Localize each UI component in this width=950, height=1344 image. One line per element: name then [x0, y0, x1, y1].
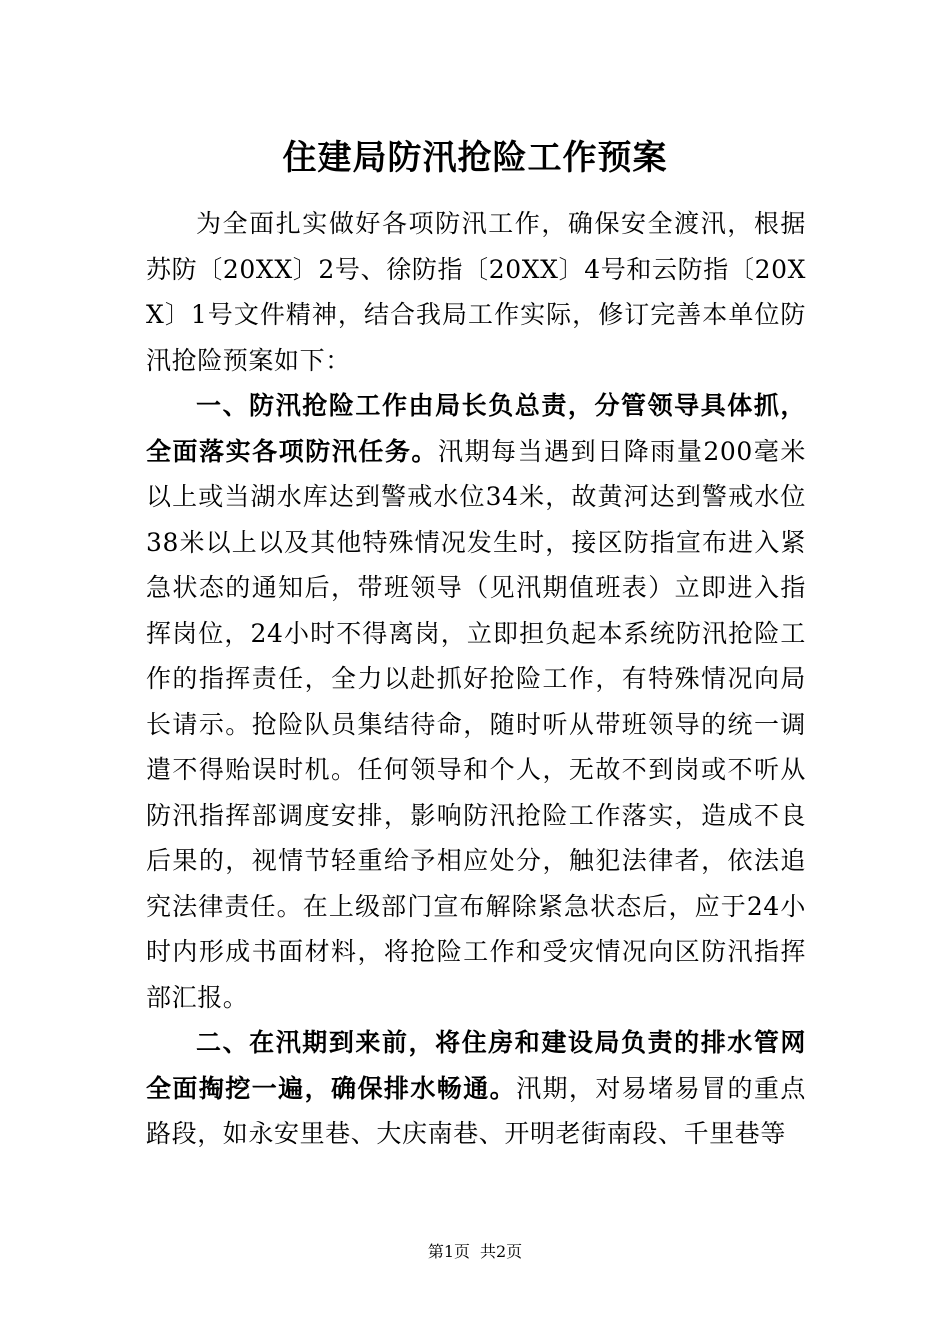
- paragraph-section-1: [146, 383, 806, 1020]
- document-body: [146, 201, 806, 1157]
- paragraph-text: 汛期，对易堵易冒的重点路段，如永安里巷、大庆南巷、开明老街南段、千里巷等: [146, 1073, 806, 1148]
- page-number-current: 第1页: [427, 1242, 470, 1261]
- page-footer: [0, 1240, 950, 1264]
- paragraph-lead: 二、在汛期到来前，将住房和建设局负责的排水管网全面掏挖一遍，确保排水畅通。: [146, 1028, 806, 1103]
- paragraph-intro: [146, 201, 806, 383]
- paragraph-text: 为全面扎实做好各项防汛工作，确保安全渡汛，根据苏防〔20XX〕2号、徐防指〔20XX〕4号和云防指〔20XX〕1号文件精神，结合我局工作实际，修订完善本单位防汛抢险预案如下：: [146, 209, 806, 375]
- paragraph-text: 汛期每当遇到日降雨量200毫米以上或当湖水库达到警戒水位34米，故黄河达到警戒水位38米以上以及其他特殊情况发生时，接区防指宣布进入紧急状态的通知后，带班领导（见汛期值班表）立即进入指挥岗位，24小时不得离岗，立即担负起本系统防汛抢险工作的指挥责任，全力以赴抓好抢险工作，有特殊情况向局长请示。抢险队员集结待命，随时听从带班领导的统一调遣不得贻误时机。任何领导和个人，无故不到岗或不听从防汛指挥部调度安排，影响防汛抢险工作落实，造成不良后果的，视情节轻重给予相应处分，触犯法律者，依法追究法律责任。在上级部门宣布解除紧急状态后，应于24小时内形成书面材料，将抢险工作和受灾情况向区防汛指挥部汇报。: [146, 436, 806, 1012]
- page-number-total: 共2页: [480, 1242, 523, 1261]
- paragraph-section-2: [146, 1020, 806, 1157]
- document-title: 住建局防汛抢险工作预案: [282, 138, 668, 178]
- paragraph-lead: 一、防汛抢险工作由局长负总责，分管领导具体抓，全面落实各项防汛任务。: [146, 391, 806, 466]
